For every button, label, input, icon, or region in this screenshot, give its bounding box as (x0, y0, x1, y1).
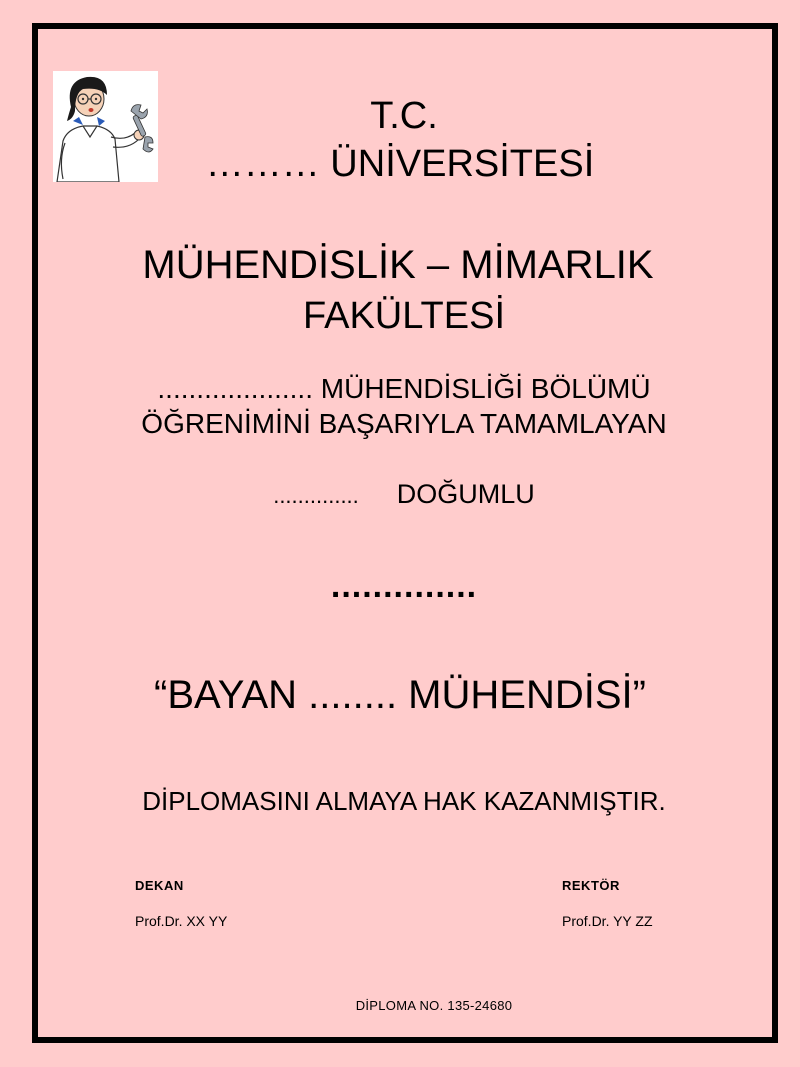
dean-name: Prof.Dr. XX YY (135, 913, 228, 929)
dean-label: DEKAN (135, 878, 184, 893)
degree-title: “BAYAN ........ MÜHENDİSİ” (154, 673, 646, 717)
birth-place-placeholder: .............. (273, 483, 359, 508)
faculty-name-line1: MÜHENDİSLİK – MİMARLIK (142, 243, 654, 287)
rector-name: Prof.Dr. YY ZZ (562, 913, 653, 929)
department-line2: ÖĞRENİMİNİ BAŞARIYLA TAMAMLAYAN (141, 408, 667, 439)
department-line1: .................... MÜHENDİSLİĞİ BÖLÜMÜ (157, 373, 651, 404)
diploma-number: DİPLOMA NO. 135-24680 (355, 998, 513, 1013)
recipient-name-placeholder: .............. (330, 567, 478, 605)
award-statement: DİPLOMASINI ALMAYA HAK KAZANMIŞTIR. (142, 786, 666, 816)
tc-heading: T.C. (370, 95, 438, 137)
university-name: ……… ÜNİVERSİTESİ (205, 143, 595, 185)
faculty-name-line2: FAKÜLTESİ (302, 295, 506, 337)
birth-label: DOĞUMLU (396, 479, 535, 509)
rector-label: REKTÖR (562, 878, 620, 893)
birth-line (4, 479, 800, 510)
